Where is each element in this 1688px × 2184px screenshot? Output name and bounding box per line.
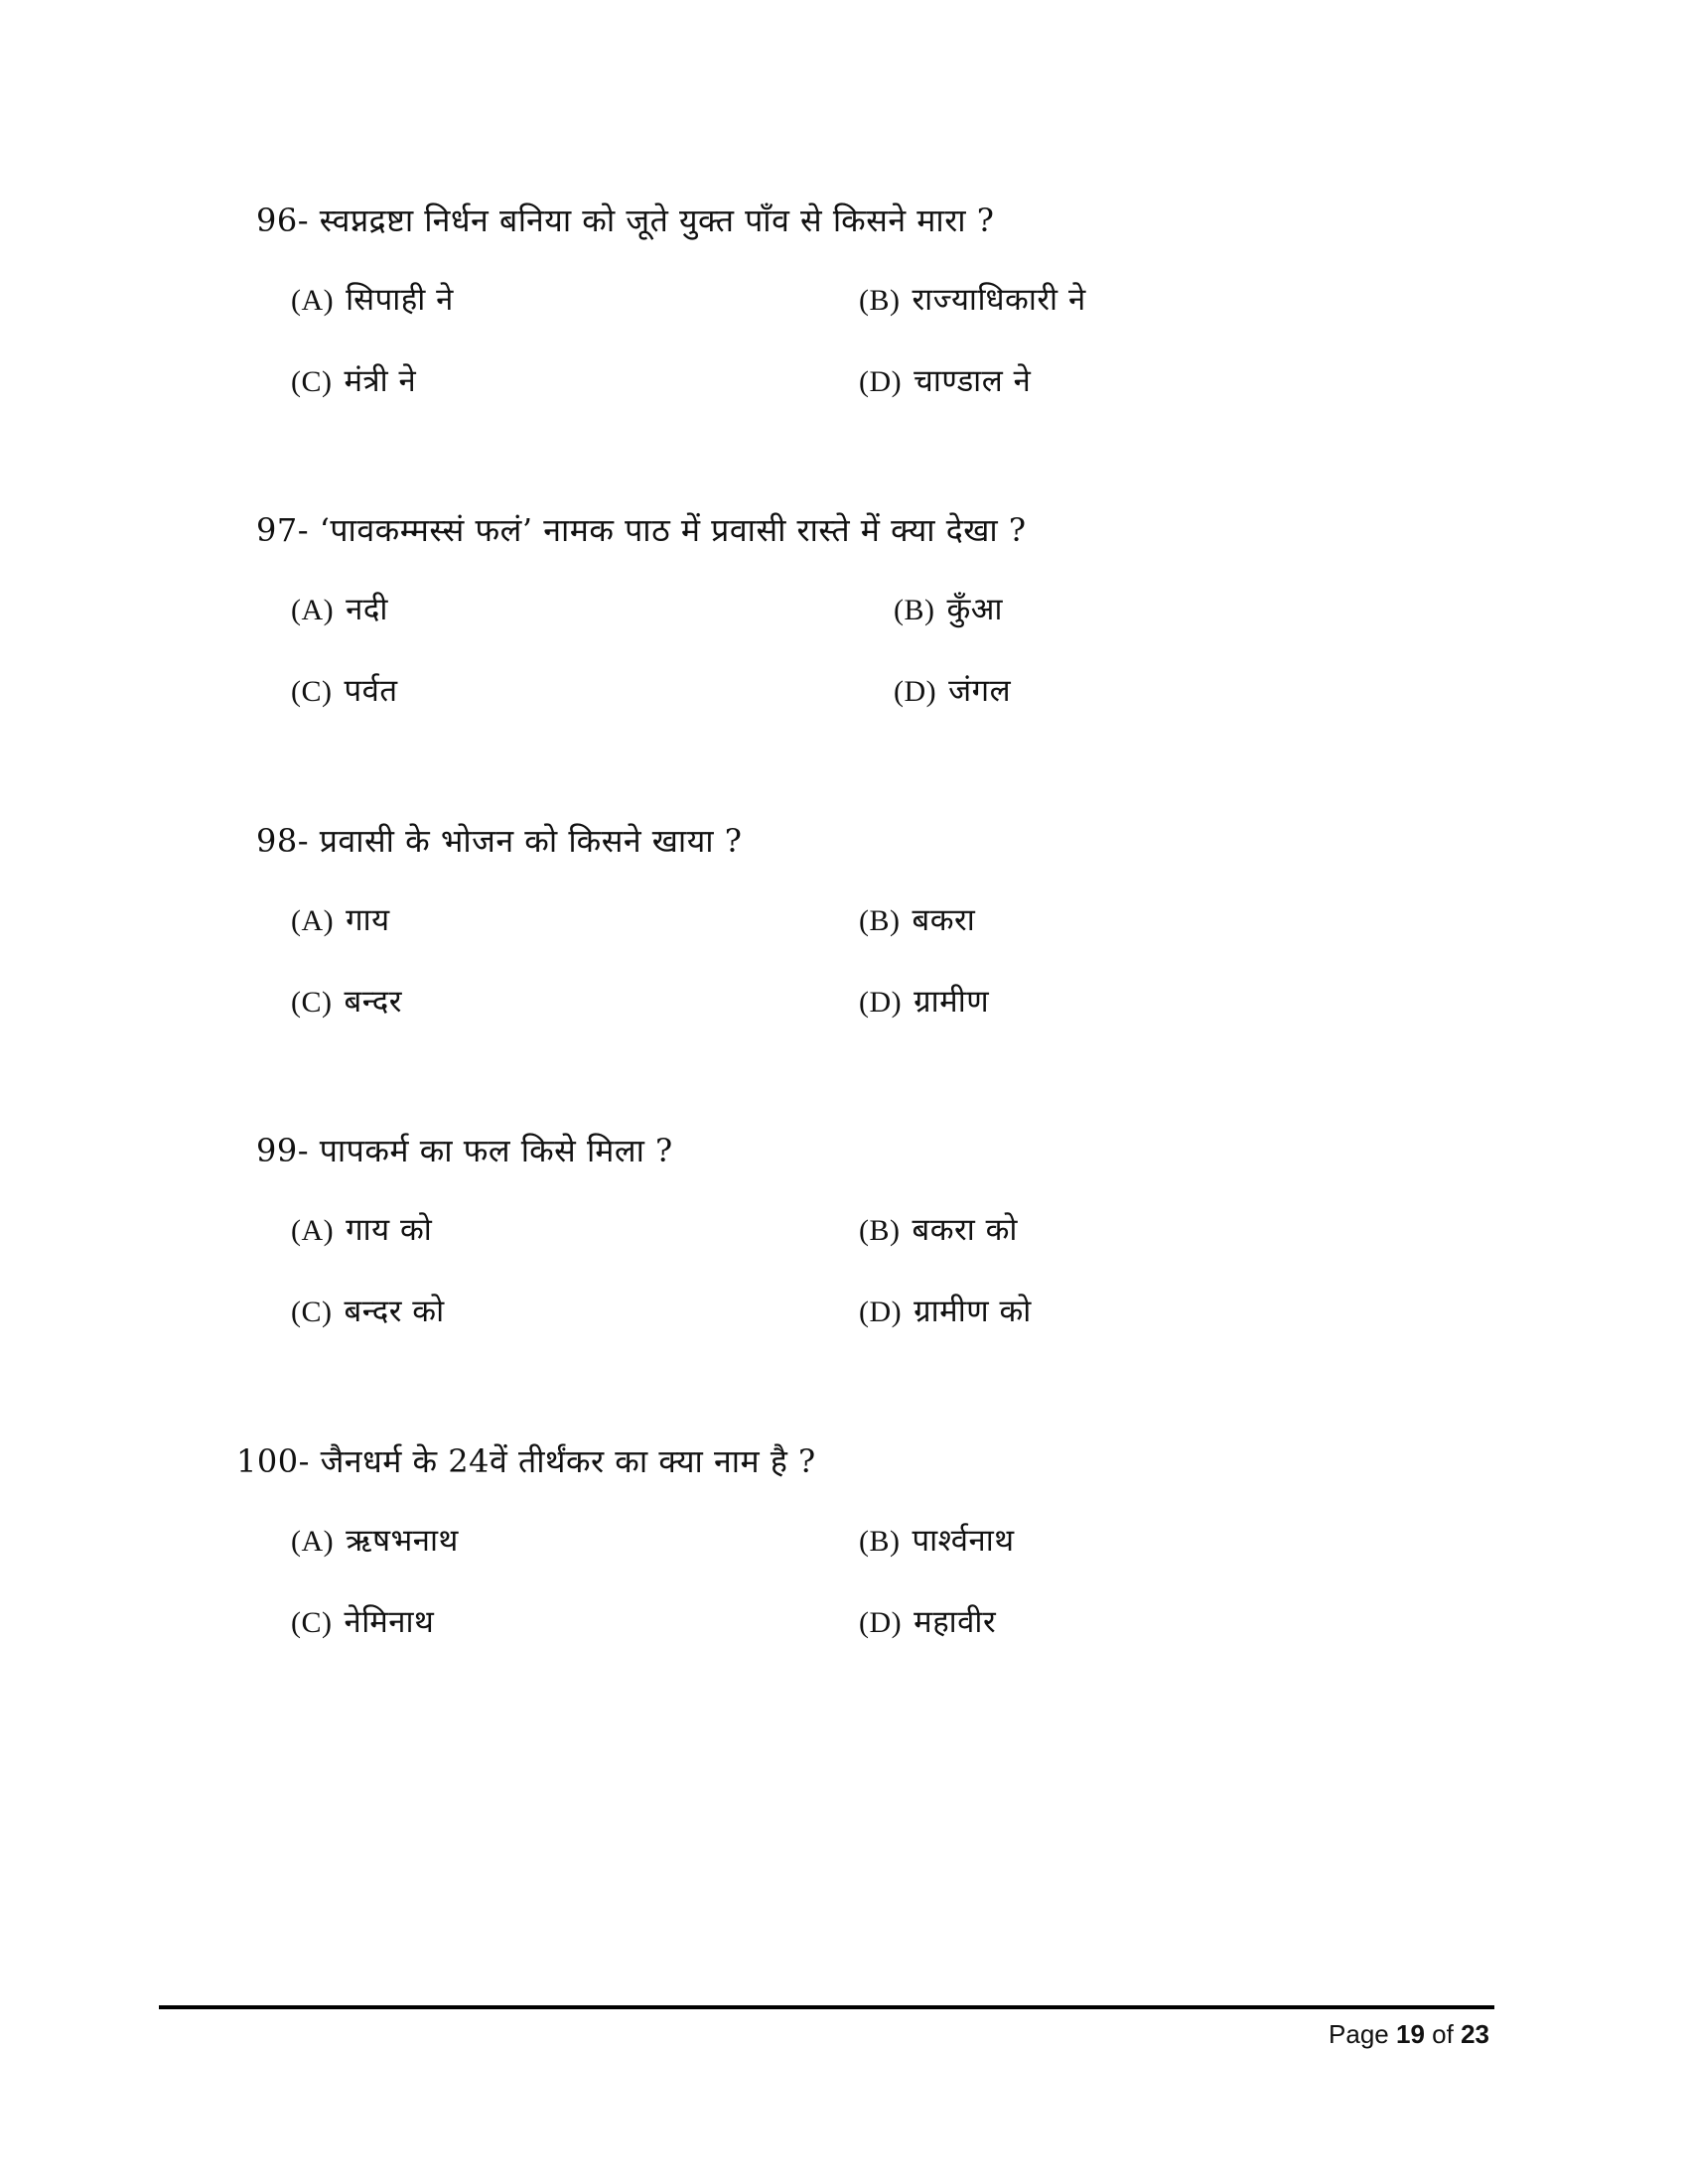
option-a [291,278,454,323]
option-letter: (C) [291,1606,333,1639]
option-d [894,669,1011,714]
option-letter: (C) [291,1296,333,1328]
option-d [859,980,989,1024]
option-letter: (C) [291,675,333,708]
option-b [859,278,1086,323]
option-text: बन्दर को [344,1294,445,1329]
option-letter: (B) [859,1525,901,1558]
question-text: 98- प्रवासी के भोजन को किसने खाया ? [256,822,743,860]
option-text: ग्रामीण को [914,1294,1032,1329]
option-text: सिपाही ने [346,282,454,318]
option-text: जंगल [948,673,1012,709]
option-letter: (B) [859,904,901,937]
option-letter: (C) [291,986,333,1019]
option-letter: (D) [894,675,937,708]
option-d [859,1600,996,1645]
option-letter: (D) [859,1606,903,1639]
option-letter: (D) [859,365,903,398]
option-letter: (A) [291,904,335,937]
option-letter: (A) [291,284,335,317]
question-98 [0,819,1688,1117]
question-97 [0,508,1688,806]
option-letter: (A) [291,1525,335,1558]
option-c [291,669,398,714]
option-text: गाय को [346,1212,433,1248]
option-letter: (B) [859,284,901,317]
option-text: बकरा को [912,1212,1018,1248]
option-b [859,1519,1015,1564]
option-c [291,1600,434,1645]
footer-divider [159,2005,1494,2009]
of-word: of [1432,2019,1454,2049]
option-a [291,588,388,632]
option-letter: (B) [894,594,935,626]
option-letter: (D) [859,986,903,1019]
option-b [859,1208,1018,1253]
question-96 [0,199,1688,496]
option-text: चाण्डाल ने [914,363,1032,399]
option-text: महावीर [914,1604,997,1640]
option-a [291,1208,432,1253]
question-100 [0,1439,1688,1737]
option-text: मंत्री ने [344,363,417,399]
option-text: बकरा [912,902,976,938]
option-b [894,588,1003,632]
option-letter: (D) [859,1296,903,1328]
option-letter: (C) [291,365,333,398]
option-letter: (B) [859,1214,901,1247]
option-b [859,898,975,943]
option-c [291,1290,445,1334]
option-letter: (A) [291,1214,335,1247]
option-text: पार्श्वनाथ [912,1523,1015,1559]
question-text: 97- ‘पावकम्मस्सं फलं’ नामक पाठ में प्रवासी रास्ते में क्या देखा ? [256,511,1027,549]
option-letter: (A) [291,594,335,626]
option-c [291,359,416,404]
option-text: राज्याधिकारी ने [912,282,1086,318]
option-text: ऋषभनाथ [346,1523,459,1559]
question-text: 99- पापकर्म का फल किसे मिला ? [256,1132,673,1169]
option-text: ग्रामीण [914,984,990,1020]
question-text: 100- जैनधर्म के 24वें तीर्थंकर का क्या नाम है ? [236,1442,816,1480]
option-text: गाय [346,902,390,938]
total-pages: 23 [1461,2019,1489,2049]
option-text: पर्वत [344,673,398,709]
page-word: Page [1329,2019,1389,2049]
option-a [291,1519,459,1564]
current-page: 19 [1396,2019,1425,2049]
option-text: बन्दर [344,984,402,1020]
option-text: नेमिनाथ [344,1604,435,1640]
question-text: 96- स्वप्नद्रष्टा निर्धन बनिया को जूते युक्त पाँव से किसने मारा ? [256,202,995,239]
question-99 [0,1129,1688,1427]
option-d [859,359,1031,404]
option-c [291,980,402,1024]
option-text: कुँआ [946,592,1003,627]
option-text: नदी [346,592,388,627]
option-a [291,898,390,943]
page-number [1329,2017,1489,2051]
option-d [859,1290,1032,1334]
